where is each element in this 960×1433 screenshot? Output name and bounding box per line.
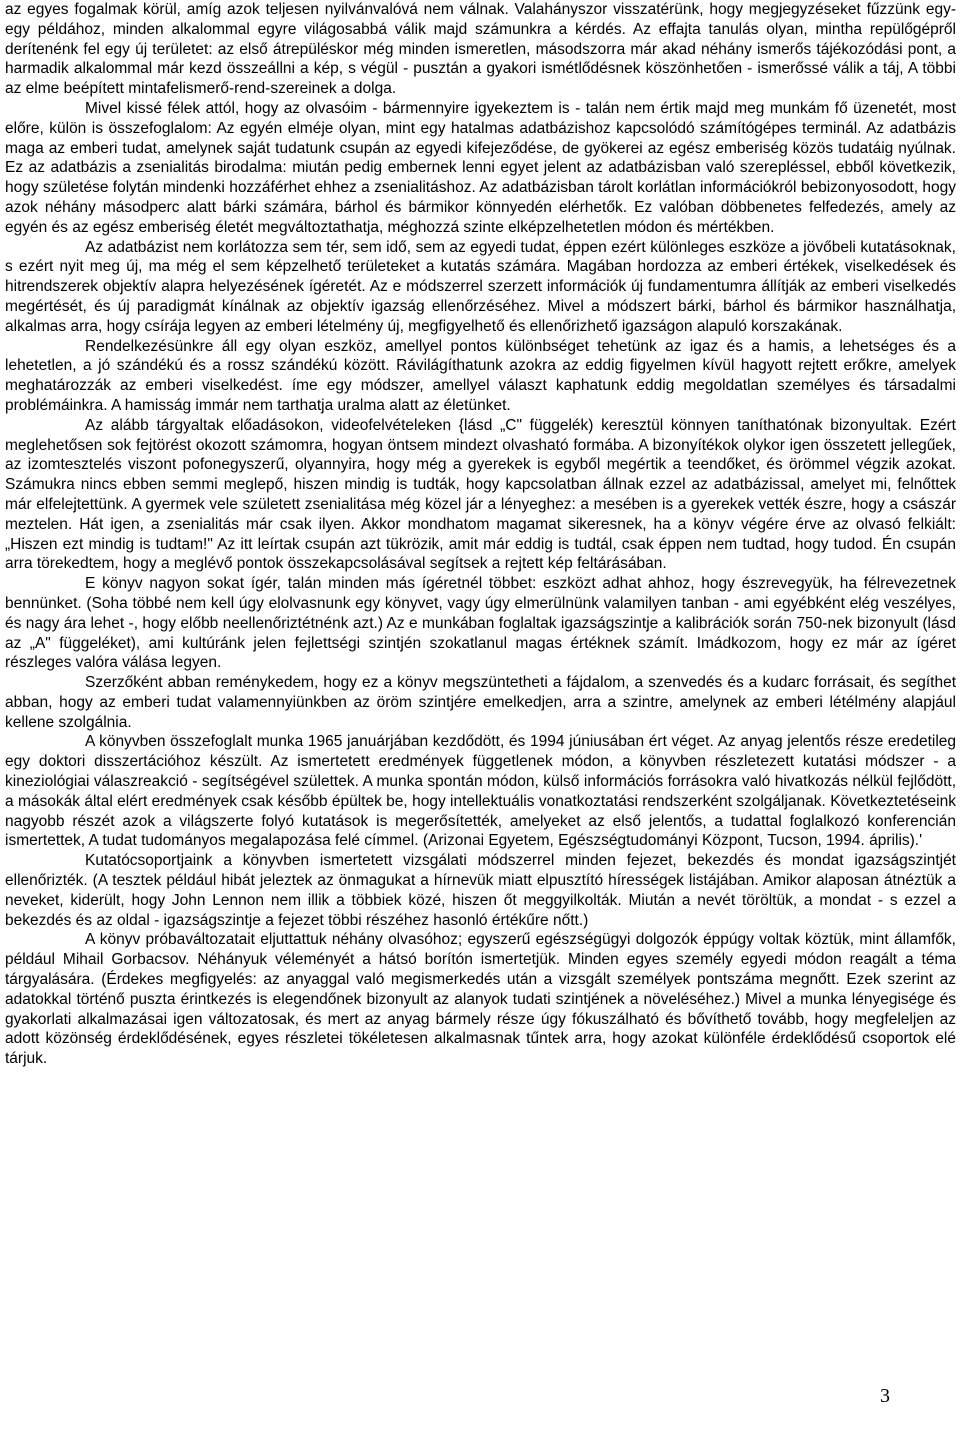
paragraph-hope: Szerzőként abban reménykedem, hogy ez a könyv megszüntetheti a fájdalom, a szenvedés és a kudarc forrásait, és segíthet abban, hogy az emberi tudat valamennyiünkben az öröm szintjére emelkedjen, arra a szintre, amelynek az emberi létélmény alapjául kellene szolgálnia. bbox=[5, 674, 956, 731]
paragraph-verification: Kutatócsoportjaink a könyvben ismertetett vizsgálati módszerrel minden fejezet, bekezdés és mondat igazságszintjét ellenőrizték. (A tesztek például hibát jeleztek az önmagukat a hírnevük miatt elpusztító hírességek listájában. Amikor alaposan átnéztük a neveket, kiderült, hogy John Lennon nem illik a többiek közé, hiszen őt meggyilkolták. Miután a nevét töröltük, a mondat - s ezzel a bekezdés és az oldal - igazságszintje a fejezet többi részéhez hasonló értékűre nőtt.) bbox=[5, 852, 956, 929]
paragraph-summary: Mivel kissé félek attól, hogy az olvasóim - bármennyire igyekeztem is - talán nem értik majd meg munkám fő üzenetét, most előre, külön is összefoglalom: Az egyén elméje olyan, mint egy hatalmas adatbázishoz kapcsolódó számítógépes terminál. Az adatbázis maga az emberi tudat, amelynek saját tudatunk csupán az egyedi kifejeződése, de gyökerei az egész emberiség közös tudatáig nyúlnak. Ez az adatbázis a zsenialitás birodalma: miután pedig embernek lenni egyet jelent az adatbázisban való szerepléssel, ebből következik, hogy születése folytán mindenki hozzáférhet ehhez a zsenialitáshoz. Az adatbázisban tárolt korlátlan információkról bebizonyosodott, hogy azok néhány másodperc alatt bárki számára, bárhol és bármikor könnyedén elérhetők. Ez valóban döbbenetes felfedezés, amely az egyén és az egész emberiség életét megváltoztathatja, méghozzá szinte elképzelhetetlen módon és mértékben. bbox=[5, 99, 956, 236]
document-page bbox=[5, 0, 956, 1069]
paragraph-tool: Rendelkezésünkre áll egy olyan eszköz, amellyel pontos különbséget tehetünk az igaz és a hamis, a lehetséges és a lehetetlen, a jó szándékú és a rossz szándékú között. Rávilágíthatunk azokra az eddig figyelmen kívül hagyott rejtett erőkre, amelyek meghatározzák az emberi viselkedést. íme egy módszer, amellyel választ kaphatunk eddig megoldatlan személyes és társadalmi problémáinkra. A hamisság immár nem tarthatja uralma alatt az életünket. bbox=[5, 337, 956, 414]
paragraph-database: Az adatbázist nem korlátozza sem tér, sem idő, sem az egyedi tudat, éppen ezért különleges eszköze a jövőbeli kutatásoknak, s ezért nyit meg új, ma még el sem képzelhető területeket a kutatás számára. Magában hordozza az emberi értékek, viselkedések és hitrendszerek objektív alapra helyezésének ígéretét. Az e módszerrel szerzett információk új fundamentumra állítják az emberi viselkedés megértését, és új paradigmát kínálnak az objektív igazság ellenőrzéséhez. Mivel a módszert bárki, bárhol és bármikor használhatja, alkalmas arra, hogy csírája legyen az emberi lételmény új, megfigyelhető és ellenőrizhető igazságon alapuló korszakának. bbox=[5, 238, 956, 335]
paragraph-promise: E könyv nagyon sokat ígér, talán minden más ígéretnél többet: eszközt adhat ahhoz, hogy észrevegyük, ha félrevezetnek bennünket. (Soha többé nem kell úgy elolvasnunk egy könyvet, vagy úgy elmerülnünk valamilyen tanban - ami egyébként elég veszélyes, és nagy ára lehet -, hogy előbb neellenőriztétnénk azt.) Az e munkában foglaltak igazságszintje a kalibrációk során 750-nek bizonyult (lásd az „A" függeléket), ami kultúránk jelen fejlettségi szintjén szokatlanul magas értéknek számít. Imádkozom, hogy ez már az ígéret részleges valóra válása legyen. bbox=[5, 575, 956, 672]
paragraph-readers: A könyv próbaváltozatait eljuttattuk néhány olvasóhoz; egyszerű egészségügyi dolgozók éppúgy voltak köztük, mint államfők, például Mihail Gorbacsov. Néhányuk véleményét a hátsó borítón ismertetjük. Minden egyes személy egyedi módon reagált a téma tárgyalására. (Érdekes megfigyelés: az anyaggal való megismerkedés után a vizsgált személyek pontszáma megnőtt. Ezek szerint az adatokkal történő puszta érintkezés is elegendőnek bizonyult az alanyok tudati szintjének a növeléséhez.) Mivel a munka lényegisége és gyakorlati alkalmazásai igen változatosak, és mert az anyag bármely része úgy fókuszálható és bővíthető tovább, hogy megfeleljen az adott közönség érdeklődésének, egyes részletei tökéletesen alkalmasnak tűntek arra, hogy azokat különféle érdeklődésű csoportok elé tárjuk. bbox=[5, 931, 956, 1068]
paragraph-history: A könyvben összefoglalt munka 1965 januárjában kezdődött, és 1994 júniusában ért véget. Az anyag jelentős része eredetileg egy doktori disszertációhoz készült. Az ismertetett eredmények függetlenek módon, a könyvben részletezett kutatási módszer - a kineziológiai válaszreakció - segítségével születtek. A munka spontán módon, külső információs forrásokra való hivatkozás nélkül fejlődött, a másokák által elért eredmények csak később épültek be, hogy intellektuális vonatkoztatási rendszerként szolgáljanak. Következtetéseink nagyobb részét azok a világszerte folyó kutatások is megerősítették, amelyeket az első jelentős, a tudattal foglalkozó konferencián ismertettek, A tudat tudományos megalapozása felé címmel. (Arizonai Egyetem, Egészségtudományi Központ, Tucson, 1994. április).' bbox=[5, 733, 956, 850]
page-number: 3 bbox=[880, 1385, 890, 1407]
paragraph-teaching: Az alább tárgyaltak előadásokon, videofelvételeken {lásd „C" függelék) keresztül könnyen taníthatónak bizonyultak. Ezért meglehetősen sok fejtörést okozott számomra, hogyan öntsem mindezt olvasható formába. A bizonyítékok olykor igen összetett jellegűek, az izomtesztelés viszont pofonegyszerű, olyannyira, hogy még a gyerekek is egyből megértik a teendőket, és örömmel végzik azokat. Számukra nincs ebben semmi meglepő, hiszen mindig is tudták, hogy kapcsolatban állnak ezzel az adatbázissal, amelyet mi, felnőttek már elfelejtettünk. A gyermek vele született zsenialitása még közel jár a lényeghez: a mesében is a gyerekek vették észre, hogy a császár meztelen. Hát igen, a zsenialitás már csak ilyen. Akkor mondhatom magamat sikeresnek, ha a könyv végére érve az olvasó felkiált: „Hiszen ezt mindig is tudtam!" Az itt leírtak csupán azt tükrözik, amit már eddig is tudtál, csak éppen nem tudtad, hogy tudod. Én csupán arra törekedtem, hogy a meglévő pontok összekapcsolásával segítsek a rejtett kép feltárásában. bbox=[5, 416, 956, 573]
paragraph-continuation: az egyes fogalmak körül, amíg azok teljesen nyilvánvalóvá nem válnak. Valahányszor visszatérünk, hogy megjegyzéseket fűzzünk egy-egy példához, minden alkalommal egyre világosabbá válik majd számunkra a kérdés. Az effajta tanulás olyan, mintha repülőgépről derítenénk fel egy új területet: az első átrepüléskor még minden ismeretlen, másodszorra már akad néhány ismerős tájékozódási pont, a harmadik alkalommal már kezd összeállni a kép, s végül - pusztán a gyakori ismétlődésnek köszönhetően - ismerőssé válik a táj, A többi az elme beépített mintafelismerő-rend-szereinek a dolga. bbox=[5, 1, 956, 98]
